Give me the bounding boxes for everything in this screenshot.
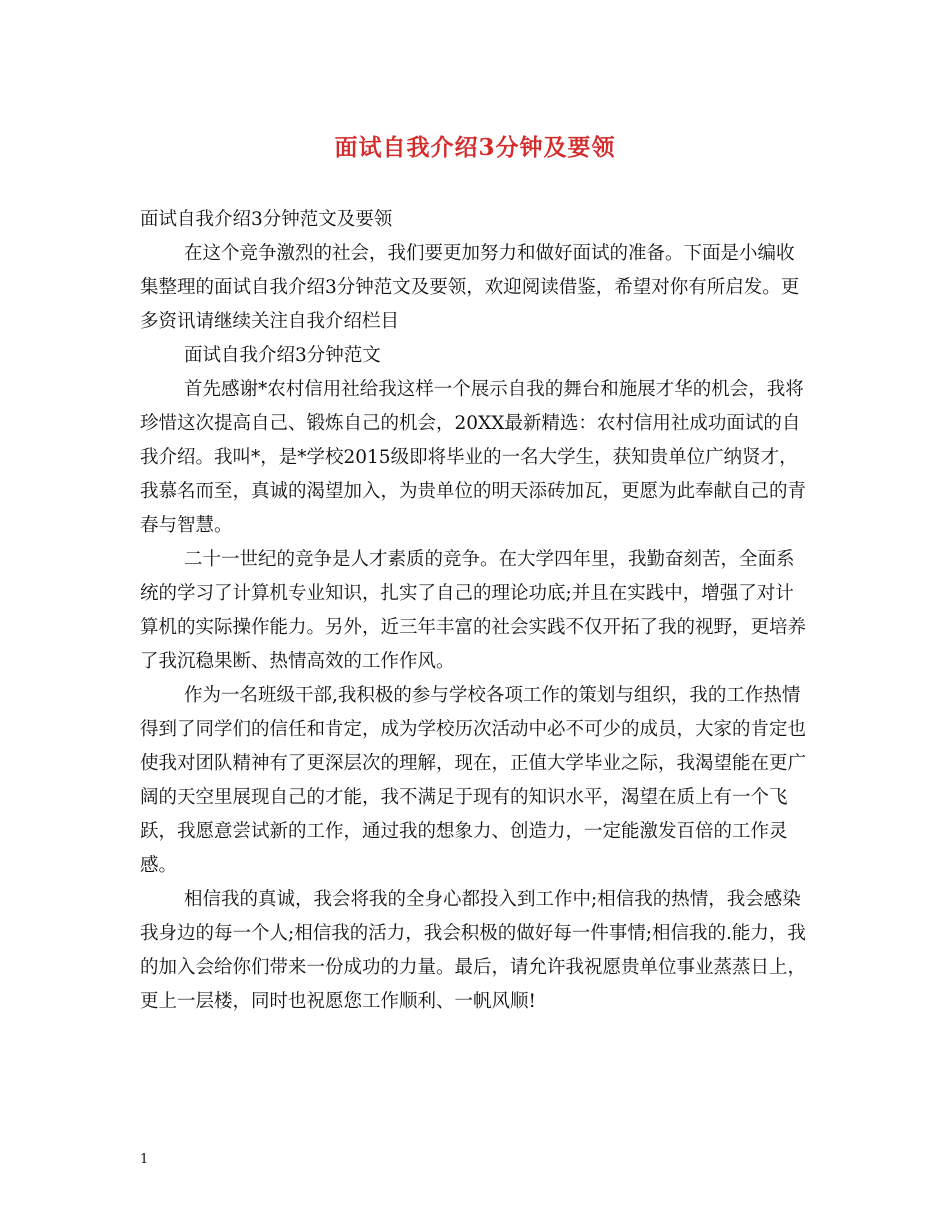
paragraph-education: 二十一世纪的竞争是人才素质的竞争。在大学四年里，我勤奋刻苦，全面系统的学习了计算机专业知识，扎实了自己的理论功底;并且在实践中，增强了对计算机的实际操作能力。另外，近三年丰富的社会实践不仅开拓了我的视野，更培养了我沉稳果断、热情高效的工作作风。 bbox=[140, 549, 807, 672]
document-subtitle: 面试自我介绍3分钟范文及要领 bbox=[140, 209, 393, 230]
paragraph-intro: 在这个竞争激烈的社会，我们要更加努力和做好面试的准备。下面是小编收集整理的面试自我介绍3分钟范文及要领，欢迎阅读借鉴，希望对你有所启发。更多资讯请继续关注自我介绍栏目 bbox=[140, 243, 800, 332]
document-body bbox=[140, 203, 810, 1019]
paragraph-experience: 作为一名班级干部,我积极的参与学校各项工作的策划与组织，我的工作热情得到了同学们的信任和肯定，成为学校历次活动中必不可少的成员，大家的肯定也使我对团队精神有了更深层次的理解，现在，正值大学毕业之际，我渴望能在更广阔的天空里展现自己的才能，我不满足于现有的知识水平，渴望在质上有一个飞跃，我愿意尝试新的工作，通过我的想象力、创造力，一定能激发百倍的工作灵感。 bbox=[140, 685, 807, 876]
document-title: 面试自我介绍3分钟及要领 bbox=[334, 134, 616, 161]
paragraph-opening: 首先感谢*农村信用社给我这样一个展示自我的舞台和施展才华的机会，我将珍惜这次提高自己、锻炼自己的机会，20XX最新精选：农村信用社成功面试的自我介绍。我叫*，是*学校2015级即将毕业的一名大学生，获知贵单位广纳贤才，我慕名而至，真诚的渴望加入，为贵单位的明天添砖加瓦，更愿为此奉献自己的青春与智慧。 bbox=[140, 379, 807, 536]
section-heading: 面试自我介绍3分钟范文 bbox=[184, 345, 381, 366]
page-number: 1 bbox=[140, 1152, 149, 1167]
paragraph-closing: 相信我的真诚，我会将我的全身心都投入到工作中;相信我的热情，我会感染我身边的每一个人;相信我的活力，我会积极的做好每一件事情;相信我的.能力，我的加入会给你们带来一份成功的力量。最后，请允许我祝愿贵单位事业蒸蒸日上，更上一层楼，同时也祝愿您工作顺利、一帆风顺! bbox=[140, 889, 807, 1012]
